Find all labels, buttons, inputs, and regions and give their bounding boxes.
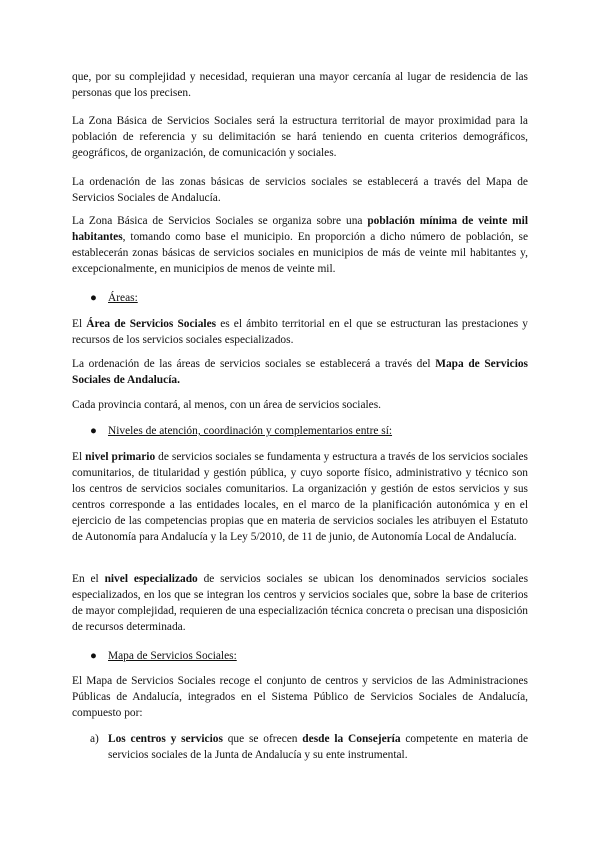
paragraph-mapa-recoge: El Mapa de Servicios Sociales recoge el conjunto de centros y servicios de las Administraciones Públicas de Andalucía, integrados en el Sistema Público de Servicios Sociales de Andalucía, compuesto por: [72,675,528,719]
bold-run: Área de Servicios Sociales [86,318,217,330]
bullet-icon: ● [90,650,97,662]
bold-run: desde la Consejería [302,733,401,745]
list-item-text [108,731,528,763]
bullet-label: Áreas: [108,292,138,304]
text-run: La Zona Básica de Servicios Sociales se organiza sobre una [72,215,368,227]
paragraph-zona-basica-definicion: La Zona Básica de Servicios Sociales será la estructura territorial de mayor proximidad para la población de referencia y su delimitación se hará teniendo en cuenta criterios demográficos, geográficos, de organización, de comunicación y sociales. [72,115,528,159]
paragraph-poblacion-minima [72,213,528,277]
bullet-niveles [90,423,530,439]
bold-run: población mínima de veinte mil habitantes [72,215,528,243]
paragraph-nivel-primario [72,449,528,545]
bullet-mapa [90,648,530,664]
text-run: que se ofrecen [222,733,303,745]
bold-run: Los centros y servicios [108,733,223,745]
text-run: , tomando como base el municipio. En proporción a dicho número de población, se establecerán zonas básicas de servicios sociales en municipios de más de veinte mil habitantes y, excepcionalmente, en municipios de menos de veinte mil. [72,231,528,275]
list-item-a [90,731,528,763]
bullet-areas [90,290,530,306]
paragraph-cada-provincia: Cada provincia contará, al menos, con un área de servicios sociales. [72,399,382,411]
paragraph-area-servicios [72,316,528,348]
bullet-label: Niveles de atención, coordinación y complementarios entre sí: [108,425,393,437]
bold-run: nivel primario [85,451,156,463]
text-run: En el [72,573,105,585]
bold-run: nivel especializado [104,573,198,585]
text-run: El [72,318,87,330]
list-marker: a) [90,733,99,745]
bold-run: Mapa de Servicios Sociales de Andalucía. [72,358,528,386]
text-run: La ordenación de las áreas de servicios sociales se establecerá a través del [72,358,436,370]
paragraph-residencia: que, por su complejidad y necesidad, requieran una mayor cercanía al lugar de residencia de las personas que los precisen. [72,71,528,99]
paragraph-nivel-especializado [72,571,528,635]
bullet-label: Mapa de Servicios Sociales: [108,650,237,662]
paragraph-ordenacion-areas [72,356,528,388]
text-run: de servicios sociales se fundamenta y estructura a través de los servicios sociales comunitarios, de titularidad y gestión pública, y cuyo soporte físico, administrativo y técnico son los centros de servicios sociales comunitarios. La organización y gestión de estos servicios y sus centros corresponde a las entidades locales, en el marco de la planificación autonómica y en el ejercicio de las competencias propias que en materia de servicios sociales les atribuyen el Estatuto de Autonomía para Andalucía y la Ley 5/2010, de 11 de junio, de Autonomía Local de Andalucía. [72,451,528,543]
text-run: de servicios sociales se ubican los denominados servicios sociales especializados, en los que se integran los centros y servicios sociales que, sobre la base de criterios de mayor complejidad, requieren de una especialización técnica concreta o precisan una disposición de recursos determinada. [72,573,529,633]
bullet-icon: ● [90,292,97,304]
text-run: El [72,451,86,463]
paragraph-ordenacion-zonas: La ordenación de las zonas básicas de servicios sociales se establecerá a través del Mapa de Servicios Sociales de Andalucía. [72,176,528,204]
text-run: competente en materia de servicios sociales de la Junta de Andalucía y su ente instrumental. [108,733,529,761]
text-run: es el ámbito territorial en el que se estructuran las prestaciones y recursos de los servicios sociales especializados. [72,318,528,346]
bullet-icon: ● [90,425,97,437]
